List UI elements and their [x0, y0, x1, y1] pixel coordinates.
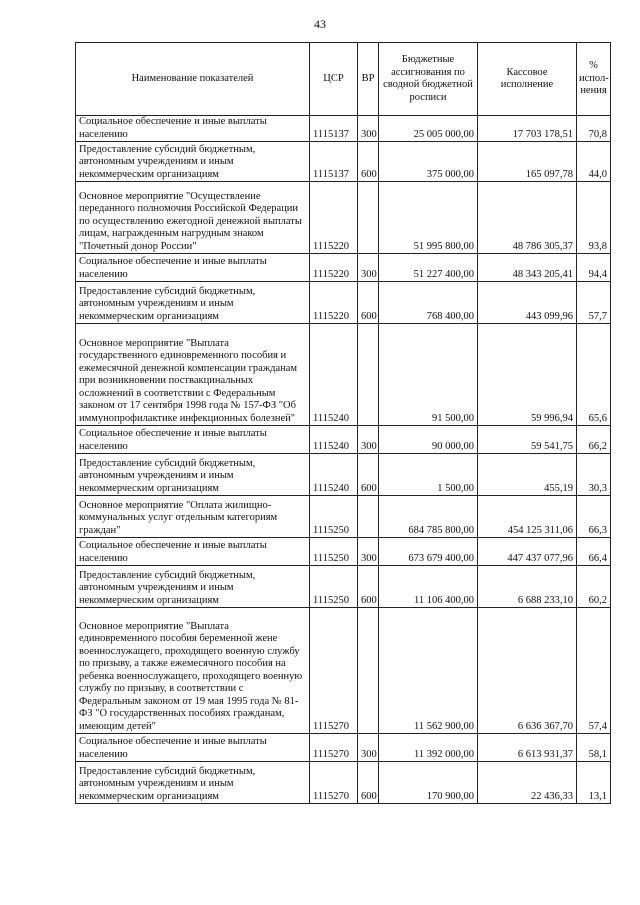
row-cash: 48 786 305,37: [478, 182, 577, 254]
row-percent: 57,4: [577, 608, 611, 734]
row-budget: 684 785 800,00: [379, 496, 478, 538]
row-cash: 6 636 367,70: [478, 608, 577, 734]
row-percent: 60,2: [577, 566, 611, 608]
row-vr: 300: [358, 734, 379, 762]
row-cash: 22 436,33: [478, 762, 577, 804]
table-row: [76, 116, 611, 142]
row-budget: 51 995 800,00: [379, 182, 478, 254]
table-row: [76, 538, 611, 566]
row-vr: 600: [358, 142, 379, 182]
row-vr: 300: [358, 538, 379, 566]
row-name: Основное мероприятие "Выплата единовременного пособия беременной жене военнослужащего, проходящего военную службу по призыву, а также ежемесячного пособия на ребенка военнослужащего, проходящего военную службу по призыву, в соответствии с Федеральным законом от 19 мая 1995 года № 81-ФЗ "О государственных пособиях гражданам, имеющим детей": [76, 608, 310, 734]
row-csr: 1115240: [310, 324, 358, 426]
row-vr: 600: [358, 762, 379, 804]
row-cash: 6 613 931,37: [478, 734, 577, 762]
row-name: Основное мероприятие "Оплата жилищно-коммунальных услуг отдельным категориям граждан": [76, 496, 310, 538]
header-cash: Кассовое исполнение: [478, 43, 577, 116]
row-cash: 59 996,94: [478, 324, 577, 426]
page-number: 43: [314, 17, 326, 31]
header-vr: ВР: [358, 43, 379, 116]
header-csr: ЦСР: [310, 43, 358, 116]
row-vr: 600: [358, 454, 379, 496]
row-vr: [358, 182, 379, 254]
row-name: Социальное обеспечение и иные выплаты населению: [76, 254, 310, 282]
header-percent: % испол- нения: [577, 43, 611, 116]
row-cash: 165 097,78: [478, 142, 577, 182]
row-csr: 1115270: [310, 734, 358, 762]
row-cash: 17 703 178,51: [478, 116, 577, 142]
row-vr: [358, 324, 379, 426]
row-cash: 455,19: [478, 454, 577, 496]
row-name: Предоставление субсидий бюджетным, автономным учреждениям и иным некоммерческим организациям: [76, 142, 310, 182]
row-budget: 673 679 400,00: [379, 538, 478, 566]
row-name: Предоставление субсидий бюджетным, автономным учреждениям и иным некоммерческим организациям: [76, 762, 310, 804]
row-csr: 1115250: [310, 496, 358, 538]
row-csr: 1115270: [310, 608, 358, 734]
row-name: Социальное обеспечение и иные выплаты населению: [76, 538, 310, 566]
table-row: [76, 734, 611, 762]
row-name: Предоставление субсидий бюджетным, автономным учреждениям и иным некоммерческим организациям: [76, 454, 310, 496]
table-row: [76, 282, 611, 324]
row-budget: 90 000,00: [379, 426, 478, 454]
row-csr: 1115270: [310, 762, 358, 804]
row-vr: 300: [358, 426, 379, 454]
row-budget: 51 227 400,00: [379, 254, 478, 282]
row-vr: 300: [358, 254, 379, 282]
row-percent: 30,3: [577, 454, 611, 496]
table-row: [76, 324, 611, 426]
table-row: [76, 426, 611, 454]
row-vr: 600: [358, 566, 379, 608]
row-name: Предоставление субсидий бюджетным, автономным учреждениям и иным некоммерческим организациям: [76, 282, 310, 324]
row-cash: 454 125 311,06: [478, 496, 577, 538]
header-name: Наименование показателей: [76, 43, 310, 116]
row-percent: 66,2: [577, 426, 611, 454]
table-row: [76, 142, 611, 182]
table-row: [76, 182, 611, 254]
row-name: Социальное обеспечение и иные выплаты населению: [76, 116, 310, 142]
row-percent: 65,6: [577, 324, 611, 426]
row-name: Основное мероприятие "Выплата государственного единовременного пособия и ежемесячной денежной компенсации гражданам при возникновении поствакцинальных осложнений в соответствии с Федеральным законом от 17 сентября 1998 года № 157-ФЗ "Об иммунопрофилактике инфекционных болезней": [76, 324, 310, 426]
row-budget: 91 500,00: [379, 324, 478, 426]
row-budget: 170 900,00: [379, 762, 478, 804]
row-percent: 70,8: [577, 116, 611, 142]
row-budget: 1 500,00: [379, 454, 478, 496]
table-header-row: [76, 43, 611, 116]
row-vr: 300: [358, 116, 379, 142]
table-row: [76, 566, 611, 608]
row-csr: 1115250: [310, 538, 358, 566]
table-row: [76, 762, 611, 804]
row-budget: 375 000,00: [379, 142, 478, 182]
row-name: Предоставление субсидий бюджетным, автономным учреждениям и иным некоммерческим организациям: [76, 566, 310, 608]
row-cash: 59 541,75: [478, 426, 577, 454]
row-vr: [358, 608, 379, 734]
row-percent: 66,4: [577, 538, 611, 566]
header-budget: Бюджетные ассигнования по сводной бюджетной росписи: [379, 43, 478, 116]
row-csr: 1115220: [310, 182, 358, 254]
row-vr: 600: [358, 282, 379, 324]
row-vr: [358, 496, 379, 538]
table-row: [76, 608, 611, 734]
row-csr: 1115220: [310, 282, 358, 324]
row-budget: 25 005 000,00: [379, 116, 478, 142]
row-percent: 93,8: [577, 182, 611, 254]
row-percent: 66,3: [577, 496, 611, 538]
row-percent: 13,1: [577, 762, 611, 804]
row-csr: 1115137: [310, 116, 358, 142]
row-name: Основное мероприятие "Осуществление переданного полномочия Российской Федерации по осуществлению ежегодной денежной выплаты лицам, награжденным нагрудным знаком "Почетный донор России": [76, 182, 310, 254]
row-csr: 1115250: [310, 566, 358, 608]
table-row: [76, 496, 611, 538]
row-budget: 11 392 000,00: [379, 734, 478, 762]
row-percent: 44,0: [577, 142, 611, 182]
row-budget: 768 400,00: [379, 282, 478, 324]
row-csr: 1115240: [310, 426, 358, 454]
row-cash: 48 343 205,41: [478, 254, 577, 282]
row-percent: 57,7: [577, 282, 611, 324]
row-percent: 94,4: [577, 254, 611, 282]
row-budget: 11 106 400,00: [379, 566, 478, 608]
row-csr: 1115220: [310, 254, 358, 282]
row-budget: 11 562 900,00: [379, 608, 478, 734]
row-cash: 6 688 233,10: [478, 566, 577, 608]
row-percent: 58,1: [577, 734, 611, 762]
row-csr: 1115240: [310, 454, 358, 496]
row-name: Социальное обеспечение и иные выплаты населению: [76, 426, 310, 454]
row-name: Социальное обеспечение и иные выплаты населению: [76, 734, 310, 762]
table-row: [76, 454, 611, 496]
row-cash: 447 437 077,96: [478, 538, 577, 566]
row-csr: 1115137: [310, 142, 358, 182]
budget-execution-table: [75, 42, 611, 804]
row-cash: 443 099,96: [478, 282, 577, 324]
table-row: [76, 254, 611, 282]
